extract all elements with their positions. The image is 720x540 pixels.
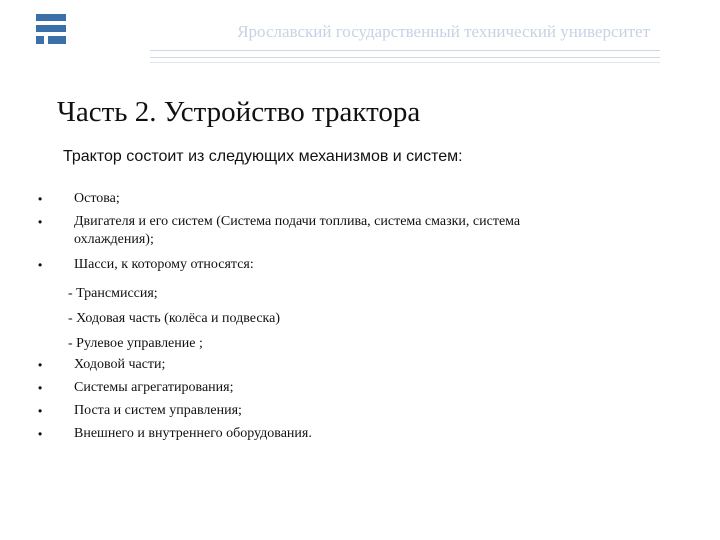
header-rule-3 xyxy=(150,62,660,63)
list-item-text: Шасси, к которому относятся: xyxy=(74,257,254,272)
header-rule-2 xyxy=(150,57,660,58)
university-name: Ярославский государственный технический университет xyxy=(237,22,650,41)
list-item-text: Поста и систем управления; xyxy=(74,403,242,418)
bullet-marker: • xyxy=(38,358,43,372)
list-item xyxy=(38,425,558,443)
bullet-marker: • xyxy=(38,381,43,395)
bullet-marker: • xyxy=(38,192,43,206)
sub-list-item xyxy=(38,335,558,353)
bullet-marker: • xyxy=(38,215,43,229)
list-item xyxy=(38,379,558,397)
sub-list-item xyxy=(38,285,558,303)
list-item-text: Остова; xyxy=(74,191,120,206)
list-item-text: Внешнего и внутреннего оборудования. xyxy=(74,426,312,441)
list-item xyxy=(38,356,558,374)
bullet-marker: • xyxy=(38,258,43,272)
list-item xyxy=(38,213,558,249)
list-item-text: Ходовой части; xyxy=(74,357,166,372)
list-item-text: - Рулевое управление ; xyxy=(68,336,203,351)
list-item-text: Двигателя и его систем (Система подачи топлива, система смазки, система охлаждения); xyxy=(74,214,521,247)
list-item xyxy=(38,256,558,274)
list-item-text: - Трансмиссия; xyxy=(68,286,158,301)
list-item xyxy=(38,190,558,208)
bullet-marker: • xyxy=(38,427,43,441)
bullet-marker: • xyxy=(38,404,43,418)
header-rule-1 xyxy=(150,50,660,51)
list-item xyxy=(38,402,558,420)
sub-list-item xyxy=(38,310,558,328)
university-logo xyxy=(36,14,66,44)
slide-subtitle: Трактор состоит из следующих механизмов и систем: xyxy=(63,148,463,165)
bullet-list xyxy=(38,190,558,443)
list-item-text: - Ходовая часть (колёса и подвеска) xyxy=(68,311,281,326)
slide-title: Часть 2. Устройство трактора xyxy=(57,96,421,128)
list-item-text: Системы агрегатирования; xyxy=(74,380,234,395)
